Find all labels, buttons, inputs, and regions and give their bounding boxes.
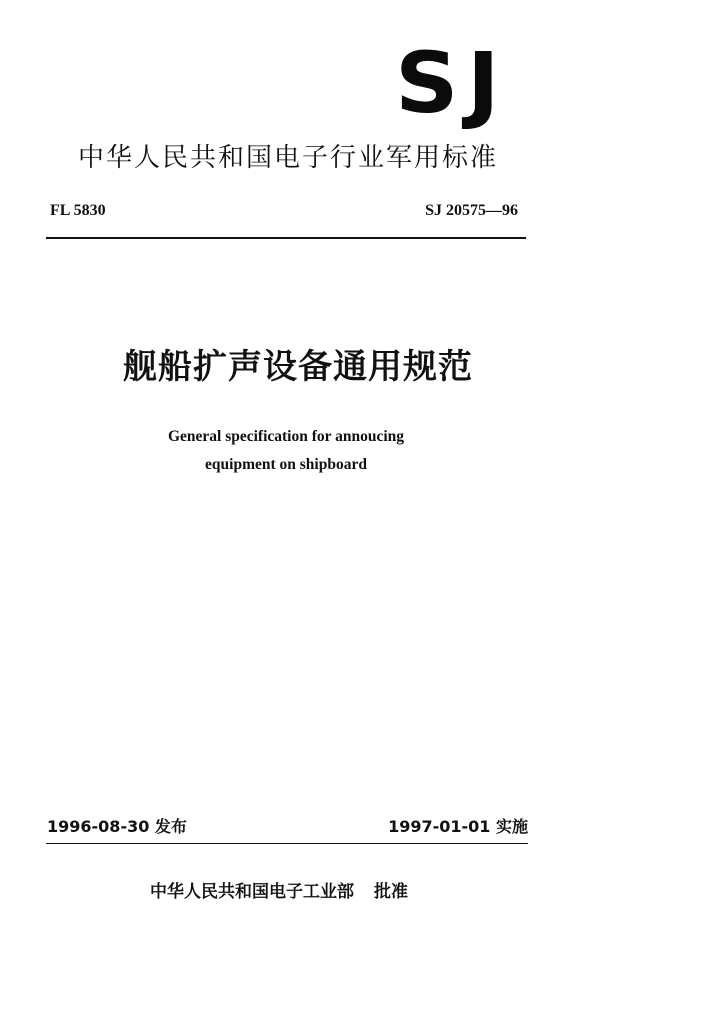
approving-authority: 中华人民共和国电子工业部 [150, 882, 354, 902]
sj-logo: SJ [395, 34, 509, 132]
classification-code: FL 5830 [50, 202, 106, 219]
effective-date: 1997-01-01 实施 [388, 817, 528, 836]
document-title-english-line2: equipment on shipboard [205, 456, 367, 473]
approver-line [150, 881, 408, 903]
footer-divider [46, 843, 528, 844]
header-divider [46, 237, 526, 239]
approval-label: 批准 [374, 882, 408, 902]
org-title: 中华人民共和国电子行业军用标准 [78, 143, 499, 173]
issue-date: 1996-08-30 发布 [47, 817, 187, 836]
document-title-english [150, 423, 422, 479]
standard-number: SJ 20575—96 [425, 202, 518, 219]
document-title-english-line1: General specification for annoucing [167, 428, 405, 445]
document-title-chinese: 舰船扩声设备通用规范 [123, 347, 473, 387]
